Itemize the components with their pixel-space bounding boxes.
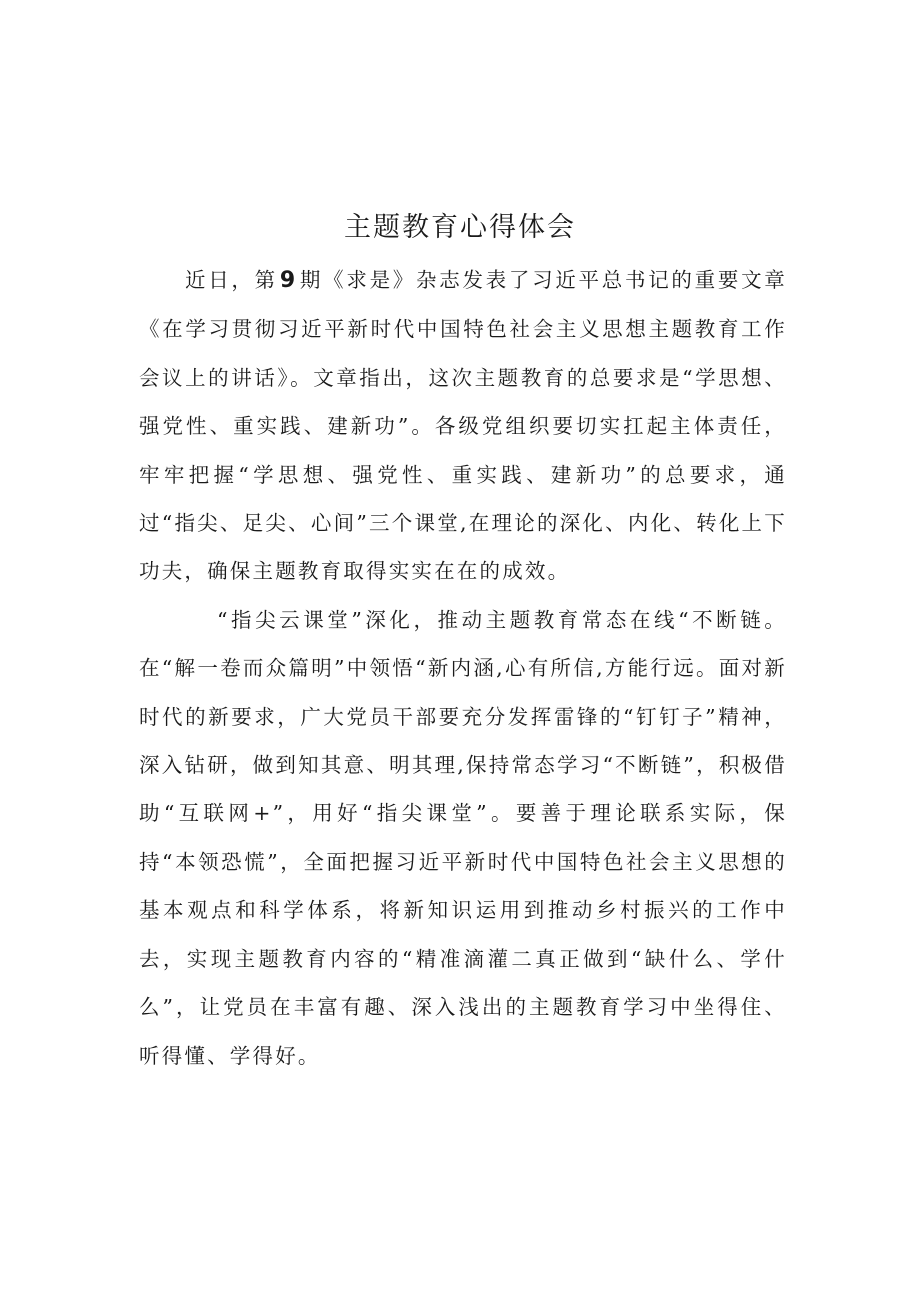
paragraph-1-rest: 期《求是》杂志发表了习近平总书记的重要文章《在学习贯彻习近平新时代中国特色社会主义思想主题教育工作会议上的讲话》。文章指出，这次主题教育的总要求是“学思想、强党性、重实践、建新功”。各级党组织要切实扛起主体责任，牢牢把握“学思想、强党性、重实践、建新功”的总要求，通过“指尖、足尖、心间”三个课堂,在理论的深化、内化、转化上下功夫，确保主题教育取得实实在在的成效。 [139, 268, 787, 584]
document-body [139, 256, 787, 1080]
document-title: 主题教育心得体会 [344, 212, 576, 243]
paragraph-1 [139, 256, 787, 596]
issue-number: 9 [279, 268, 298, 293]
paragraph-1-lead: 近日，第 [185, 268, 278, 292]
paragraph-2: “指尖云课堂”深化，推动主题教育常态在线“不断链。在“解一卷而众篇明”中领悟“新内涵,心有所信,方能行远。面对新时代的新要求，广大党员干部要充分发挥雷锋的“钉钉子”精神，深入钻研，做到知其意、明其理,保持常态学习“不断链”，积极借助“互联网+”，用好“指尖课堂”。要善于理论联系实际，保持“本领恐慌”，全面把握习近平新时代中国特色社会主义思想的基本观点和科学体系，将新知识运用到推动乡村振兴的工作中去，实现主题教育内容的“精准滴灌二真正做到“缺什么、学什么”，让党员在丰富有趣、深入浅出的主题教育学习中坐得住、听得懂、学得好。 [139, 607, 787, 1068]
